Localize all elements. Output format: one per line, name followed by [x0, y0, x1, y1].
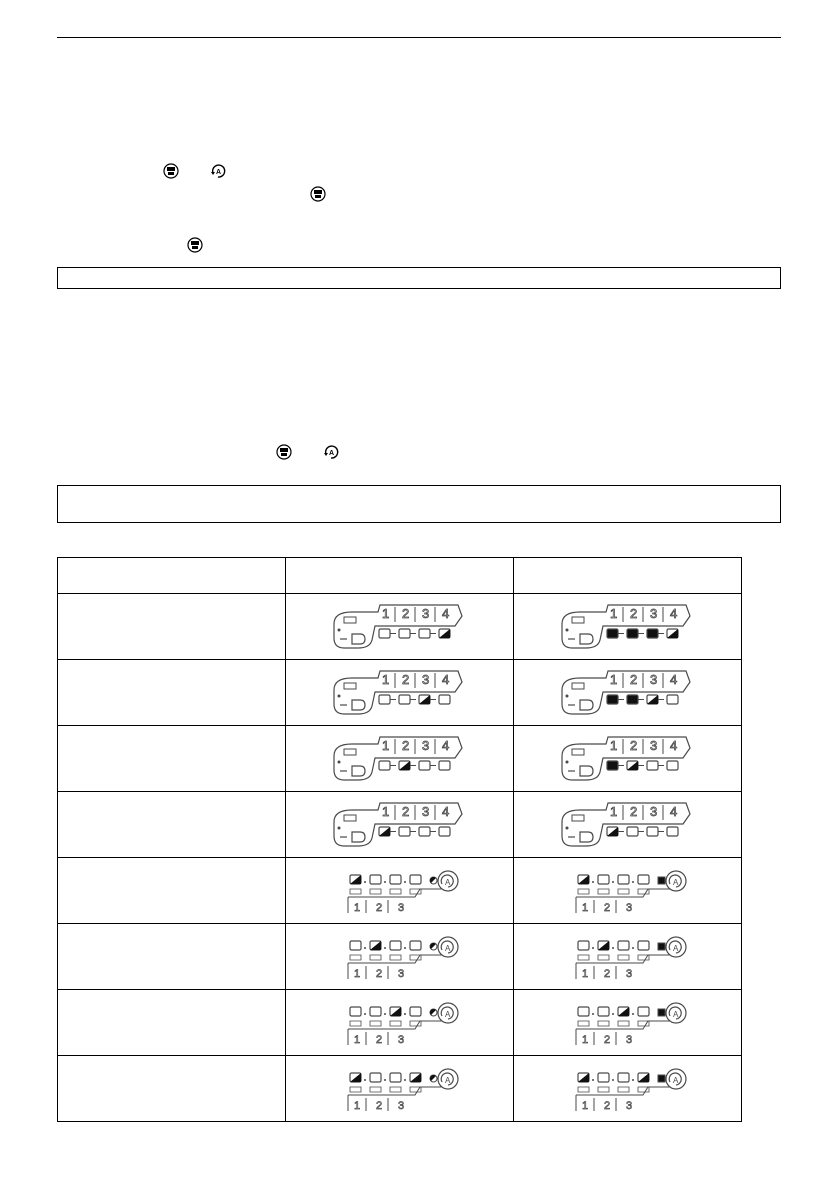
dot-icon [612, 947, 614, 949]
mode-symbol-icon [370, 1021, 381, 1026]
led-off [667, 827, 678, 836]
dot-icon [384, 1013, 386, 1015]
led-off [618, 941, 629, 950]
mode-indicator-panel [340, 1065, 460, 1113]
dot-icon [592, 881, 594, 883]
tool-icon [344, 749, 356, 755]
mode-symbol-icon [350, 1021, 361, 1026]
speed-number-label: 1 [381, 671, 389, 687]
led-off [370, 1073, 381, 1082]
led-off [439, 695, 450, 704]
led-off [410, 875, 421, 884]
mode-number-label: 3 [397, 1033, 404, 1046]
tool-icon [344, 617, 356, 623]
led-off [618, 875, 629, 884]
mode-symbol-icon [618, 889, 629, 894]
led-off [370, 1007, 381, 1016]
speed-indicator-panel [558, 668, 698, 718]
mode-number-label: 2 [375, 1033, 382, 1046]
mode-symbol-icon [390, 889, 401, 894]
speed-indicator-panel [330, 800, 470, 850]
indicator-cell [514, 924, 742, 990]
table-header-cell [514, 558, 742, 594]
led-off [647, 827, 658, 836]
table-row [58, 858, 742, 924]
table-row [58, 792, 742, 858]
mode-number-label: 3 [397, 901, 404, 914]
panel-outline [576, 1087, 678, 1095]
row-label-cell [58, 792, 286, 858]
dot-icon [364, 1079, 366, 1081]
indicator-cell [286, 1056, 514, 1122]
indicator-table [57, 557, 742, 1122]
light-icon [163, 163, 179, 179]
mode-number-label: 1 [581, 1099, 588, 1112]
row-label-cell [58, 1056, 286, 1122]
speed-number-label: 4 [669, 803, 677, 819]
mode-symbol-icon [578, 1021, 589, 1026]
mode-symbol-icon [598, 1021, 609, 1026]
dot-icon [612, 1013, 614, 1015]
row-label-cell [58, 924, 286, 990]
speed-number-label: 1 [609, 803, 617, 819]
light-icon [187, 237, 203, 253]
auto-mode-icon [666, 1003, 686, 1023]
indicator-cell [514, 990, 742, 1056]
status-dot [658, 877, 665, 884]
auto-mode-icon [438, 937, 458, 957]
dot-icon [612, 1079, 614, 1081]
note-box [57, 485, 781, 523]
led-blinking [638, 1073, 649, 1082]
led-off [638, 1007, 649, 1016]
mode-number-label: 3 [397, 1099, 404, 1112]
light-icon [580, 634, 593, 644]
auto-mode-icon [323, 444, 339, 460]
speed-number-label: 2 [401, 737, 409, 753]
svg-text:A: A [444, 1009, 450, 1019]
led-off [598, 1007, 609, 1016]
led-on [607, 629, 618, 638]
table-row [58, 726, 742, 792]
speed-number-label: 3 [649, 671, 657, 687]
tool-icon [344, 683, 356, 689]
led-off [379, 695, 390, 704]
mode-indicator-panel [568, 933, 688, 981]
dot-icon [632, 881, 634, 883]
led-blinking [350, 875, 361, 884]
status-dot [428, 1073, 436, 1081]
panel-outline [576, 1021, 678, 1029]
mode-symbol-icon [350, 1087, 361, 1092]
row-label-cell [58, 990, 286, 1056]
indicator-cell [286, 858, 514, 924]
led-blinking [379, 827, 390, 836]
svg-text:A: A [329, 450, 335, 457]
light-icon [580, 832, 593, 842]
speed-indicator-panel [558, 800, 698, 850]
status-dot [658, 943, 665, 950]
mode-symbol-icon [618, 1087, 629, 1092]
mode-number-label: 3 [625, 1099, 632, 1112]
dot-icon [565, 760, 568, 763]
mode-number-label: 2 [603, 901, 610, 914]
auto-mode-icon [210, 163, 226, 179]
svg-text:A: A [444, 943, 450, 953]
led-blinking [607, 827, 618, 836]
mode-number-label: 2 [603, 1099, 610, 1112]
mode-indicator-panel [340, 933, 460, 981]
status-dot [658, 1075, 665, 1082]
mode-number-label: 2 [375, 901, 382, 914]
dot-icon [565, 694, 568, 697]
led-off [399, 629, 410, 638]
led-off [410, 1007, 421, 1016]
dot-icon [632, 947, 634, 949]
led-blinking [419, 695, 430, 704]
panel-outline [576, 889, 678, 897]
speed-indicator-panel [330, 602, 470, 652]
panel-outline [348, 955, 450, 963]
dot-icon [337, 826, 340, 829]
led-off [638, 875, 649, 884]
mode-symbol-icon [390, 1087, 401, 1092]
dot-icon [364, 881, 366, 883]
light-icon [580, 766, 593, 776]
led-off [598, 875, 609, 884]
led-blinking [647, 695, 658, 704]
led-off [439, 827, 450, 836]
indicator-cell [514, 660, 742, 726]
mode-symbol-icon [578, 889, 589, 894]
row-label-cell [58, 660, 286, 726]
status-dot [428, 941, 436, 949]
led-blinking [350, 1073, 361, 1082]
mode-number-label: 1 [353, 1099, 360, 1112]
led-off [667, 761, 678, 770]
speed-number-label: 1 [381, 803, 389, 819]
led-blinking [578, 875, 589, 884]
led-on [607, 695, 618, 704]
dot-icon [592, 1013, 594, 1015]
mode-indicator-panel [340, 999, 460, 1047]
led-blinking [627, 761, 638, 770]
indicator-cell [514, 726, 742, 792]
indicator-cell [514, 858, 742, 924]
indicator-cell [286, 990, 514, 1056]
dot-icon [384, 881, 386, 883]
light-icon [580, 700, 593, 710]
speed-number-label: 1 [609, 671, 617, 687]
speed-indicator-panel [558, 734, 698, 784]
mode-symbol-icon [370, 889, 381, 894]
dot-icon [364, 1013, 366, 1015]
led-off [350, 941, 361, 950]
mode-number-label: 1 [581, 967, 588, 980]
mode-number-label: 1 [581, 901, 588, 914]
speed-number-label: 3 [649, 803, 657, 819]
mode-symbol-icon [598, 955, 609, 960]
speed-number-label: 2 [629, 671, 637, 687]
auto-mode-icon [666, 871, 686, 891]
led-off [627, 827, 638, 836]
light-icon [352, 766, 365, 776]
mode-indicator-panel [568, 867, 688, 915]
indicator-cell [514, 594, 742, 660]
panel-outline [348, 1021, 450, 1029]
panel-outline [348, 889, 450, 897]
led-blinking [618, 1007, 629, 1016]
mode-number-label: 3 [625, 1033, 632, 1046]
table-row [58, 660, 742, 726]
speed-number-label: 2 [629, 737, 637, 753]
auto-mode-icon [438, 1003, 458, 1023]
svg-text:A: A [216, 169, 222, 176]
mode-number-label: 1 [581, 1033, 588, 1046]
led-on [607, 761, 618, 770]
speed-number-label: 4 [441, 605, 449, 621]
auto-mode-icon [438, 871, 458, 891]
tool-icon [572, 683, 584, 689]
indicator-cell [286, 792, 514, 858]
tool-icon [344, 815, 356, 821]
speed-number-label: 1 [609, 605, 617, 621]
dot-icon [384, 947, 386, 949]
led-blinking [399, 761, 410, 770]
dot-icon [337, 694, 340, 697]
led-off [390, 941, 401, 950]
mode-symbol-icon [578, 1087, 589, 1092]
dot-icon [632, 1013, 634, 1015]
light-icon [352, 700, 365, 710]
led-on [647, 629, 658, 638]
tool-icon [572, 617, 584, 623]
mode-symbol-icon [370, 955, 381, 960]
led-off [439, 761, 450, 770]
dot-icon [337, 628, 340, 631]
mode-indicator-panel [568, 999, 688, 1047]
speed-number-label: 3 [649, 737, 657, 753]
indicator-cell [286, 594, 514, 660]
speed-number-label: 4 [441, 737, 449, 753]
mode-symbol-icon [598, 889, 609, 894]
speed-number-label: 2 [401, 803, 409, 819]
status-dot [658, 1009, 665, 1016]
tool-icon [572, 815, 584, 821]
led-blinking [370, 941, 381, 950]
mode-number-label: 1 [353, 901, 360, 914]
led-off [638, 941, 649, 950]
led-off [578, 941, 589, 950]
row-label-cell [58, 726, 286, 792]
header-rule [57, 37, 781, 38]
auto-mode-icon [438, 1069, 458, 1089]
dot-icon [404, 1079, 406, 1081]
dot-icon [632, 1079, 634, 1081]
dot-icon [384, 1079, 386, 1081]
led-off [419, 629, 430, 638]
mode-symbol-icon [618, 955, 629, 960]
speed-number-label: 4 [669, 605, 677, 621]
dot-icon [592, 947, 594, 949]
speed-number-label: 4 [441, 803, 449, 819]
table-row [58, 924, 742, 990]
led-off [379, 761, 390, 770]
svg-text:A: A [444, 1075, 450, 1085]
speed-indicator-panel [558, 602, 698, 652]
mode-number-label: 2 [603, 967, 610, 980]
speed-indicator-panel [330, 668, 470, 718]
speed-number-label: 3 [421, 671, 429, 687]
svg-text:A: A [672, 1075, 678, 1085]
led-off [390, 875, 401, 884]
svg-text:A: A [672, 1009, 678, 1019]
dot-icon [337, 760, 340, 763]
dot-icon [404, 881, 406, 883]
speed-number-label: 4 [669, 671, 677, 687]
speed-number-label: 4 [441, 671, 449, 687]
mode-symbol-icon [618, 1021, 629, 1026]
row-label-cell [58, 594, 286, 660]
dot-icon [404, 1013, 406, 1015]
mode-symbol-icon [598, 1087, 609, 1092]
led-off [410, 941, 421, 950]
led-off [598, 1073, 609, 1082]
led-off [350, 1007, 361, 1016]
speed-number-label: 1 [381, 737, 389, 753]
speed-number-label: 4 [669, 737, 677, 753]
status-dot [428, 1007, 436, 1015]
led-off [647, 761, 658, 770]
light-icon [310, 186, 326, 202]
indicator-cell [514, 792, 742, 858]
mode-number-label: 1 [353, 1033, 360, 1046]
dot-icon [565, 628, 568, 631]
mode-symbol-icon [390, 955, 401, 960]
light-icon [276, 444, 292, 460]
indicator-cell [286, 660, 514, 726]
led-blinking [598, 941, 609, 950]
led-on [627, 695, 638, 704]
speed-number-label: 1 [381, 605, 389, 621]
dot-icon [612, 881, 614, 883]
indicator-cell [286, 726, 514, 792]
table-header-cell [58, 558, 286, 594]
mode-number-label: 2 [603, 1033, 610, 1046]
mode-symbol-icon [390, 1021, 401, 1026]
led-off [399, 695, 410, 704]
mode-number-label: 3 [625, 967, 632, 980]
mode-number-label: 2 [375, 1099, 382, 1112]
dot-icon [592, 1079, 594, 1081]
table-row [58, 990, 742, 1056]
mode-number-label: 2 [375, 967, 382, 980]
dot-icon [565, 826, 568, 829]
speed-number-label: 3 [421, 803, 429, 819]
led-off [370, 875, 381, 884]
led-off [618, 1073, 629, 1082]
speed-number-label: 1 [609, 737, 617, 753]
table-header-cell [286, 558, 514, 594]
mode-indicator-panel [340, 867, 460, 915]
mode-number-label: 1 [353, 967, 360, 980]
speed-number-label: 2 [629, 803, 637, 819]
led-blinking [390, 1007, 401, 1016]
led-blinking [667, 629, 678, 638]
led-off [419, 761, 430, 770]
mode-indicator-panel [568, 1065, 688, 1113]
led-off [667, 695, 678, 704]
led-on [627, 629, 638, 638]
led-off [399, 827, 410, 836]
indicator-cell [514, 1056, 742, 1122]
panel-outline [576, 955, 678, 963]
dot-icon [404, 947, 406, 949]
table-row [58, 1056, 742, 1122]
table-header-row [58, 558, 742, 594]
mode-symbol-icon [578, 955, 589, 960]
status-dot [428, 875, 436, 883]
light-icon [352, 634, 365, 644]
svg-text:A: A [672, 877, 678, 887]
speed-indicator-panel [330, 734, 470, 784]
indicator-cell [286, 924, 514, 990]
tool-icon [572, 749, 584, 755]
mode-number-label: 3 [625, 901, 632, 914]
mode-symbol-icon [350, 889, 361, 894]
speed-number-label: 3 [421, 737, 429, 753]
auto-mode-icon [666, 1069, 686, 1089]
speed-number-label: 3 [421, 605, 429, 621]
auto-mode-icon [666, 937, 686, 957]
led-blinking [410, 1073, 421, 1082]
panel-outline [348, 1087, 450, 1095]
led-off [379, 629, 390, 638]
note-box [57, 267, 781, 289]
led-blinking [578, 1073, 589, 1082]
light-icon [352, 832, 365, 842]
speed-number-label: 2 [401, 671, 409, 687]
dot-icon [364, 947, 366, 949]
row-label-cell [58, 858, 286, 924]
speed-number-label: 2 [401, 605, 409, 621]
mode-symbol-icon [370, 1087, 381, 1092]
led-off [419, 827, 430, 836]
mode-number-label: 3 [397, 967, 404, 980]
led-off [390, 1073, 401, 1082]
svg-text:A: A [672, 943, 678, 953]
speed-number-label: 2 [629, 605, 637, 621]
mode-symbol-icon [350, 955, 361, 960]
speed-number-label: 3 [649, 605, 657, 621]
led-blinking [439, 629, 450, 638]
svg-text:A: A [444, 877, 450, 887]
table-row [58, 594, 742, 660]
led-off [578, 1007, 589, 1016]
